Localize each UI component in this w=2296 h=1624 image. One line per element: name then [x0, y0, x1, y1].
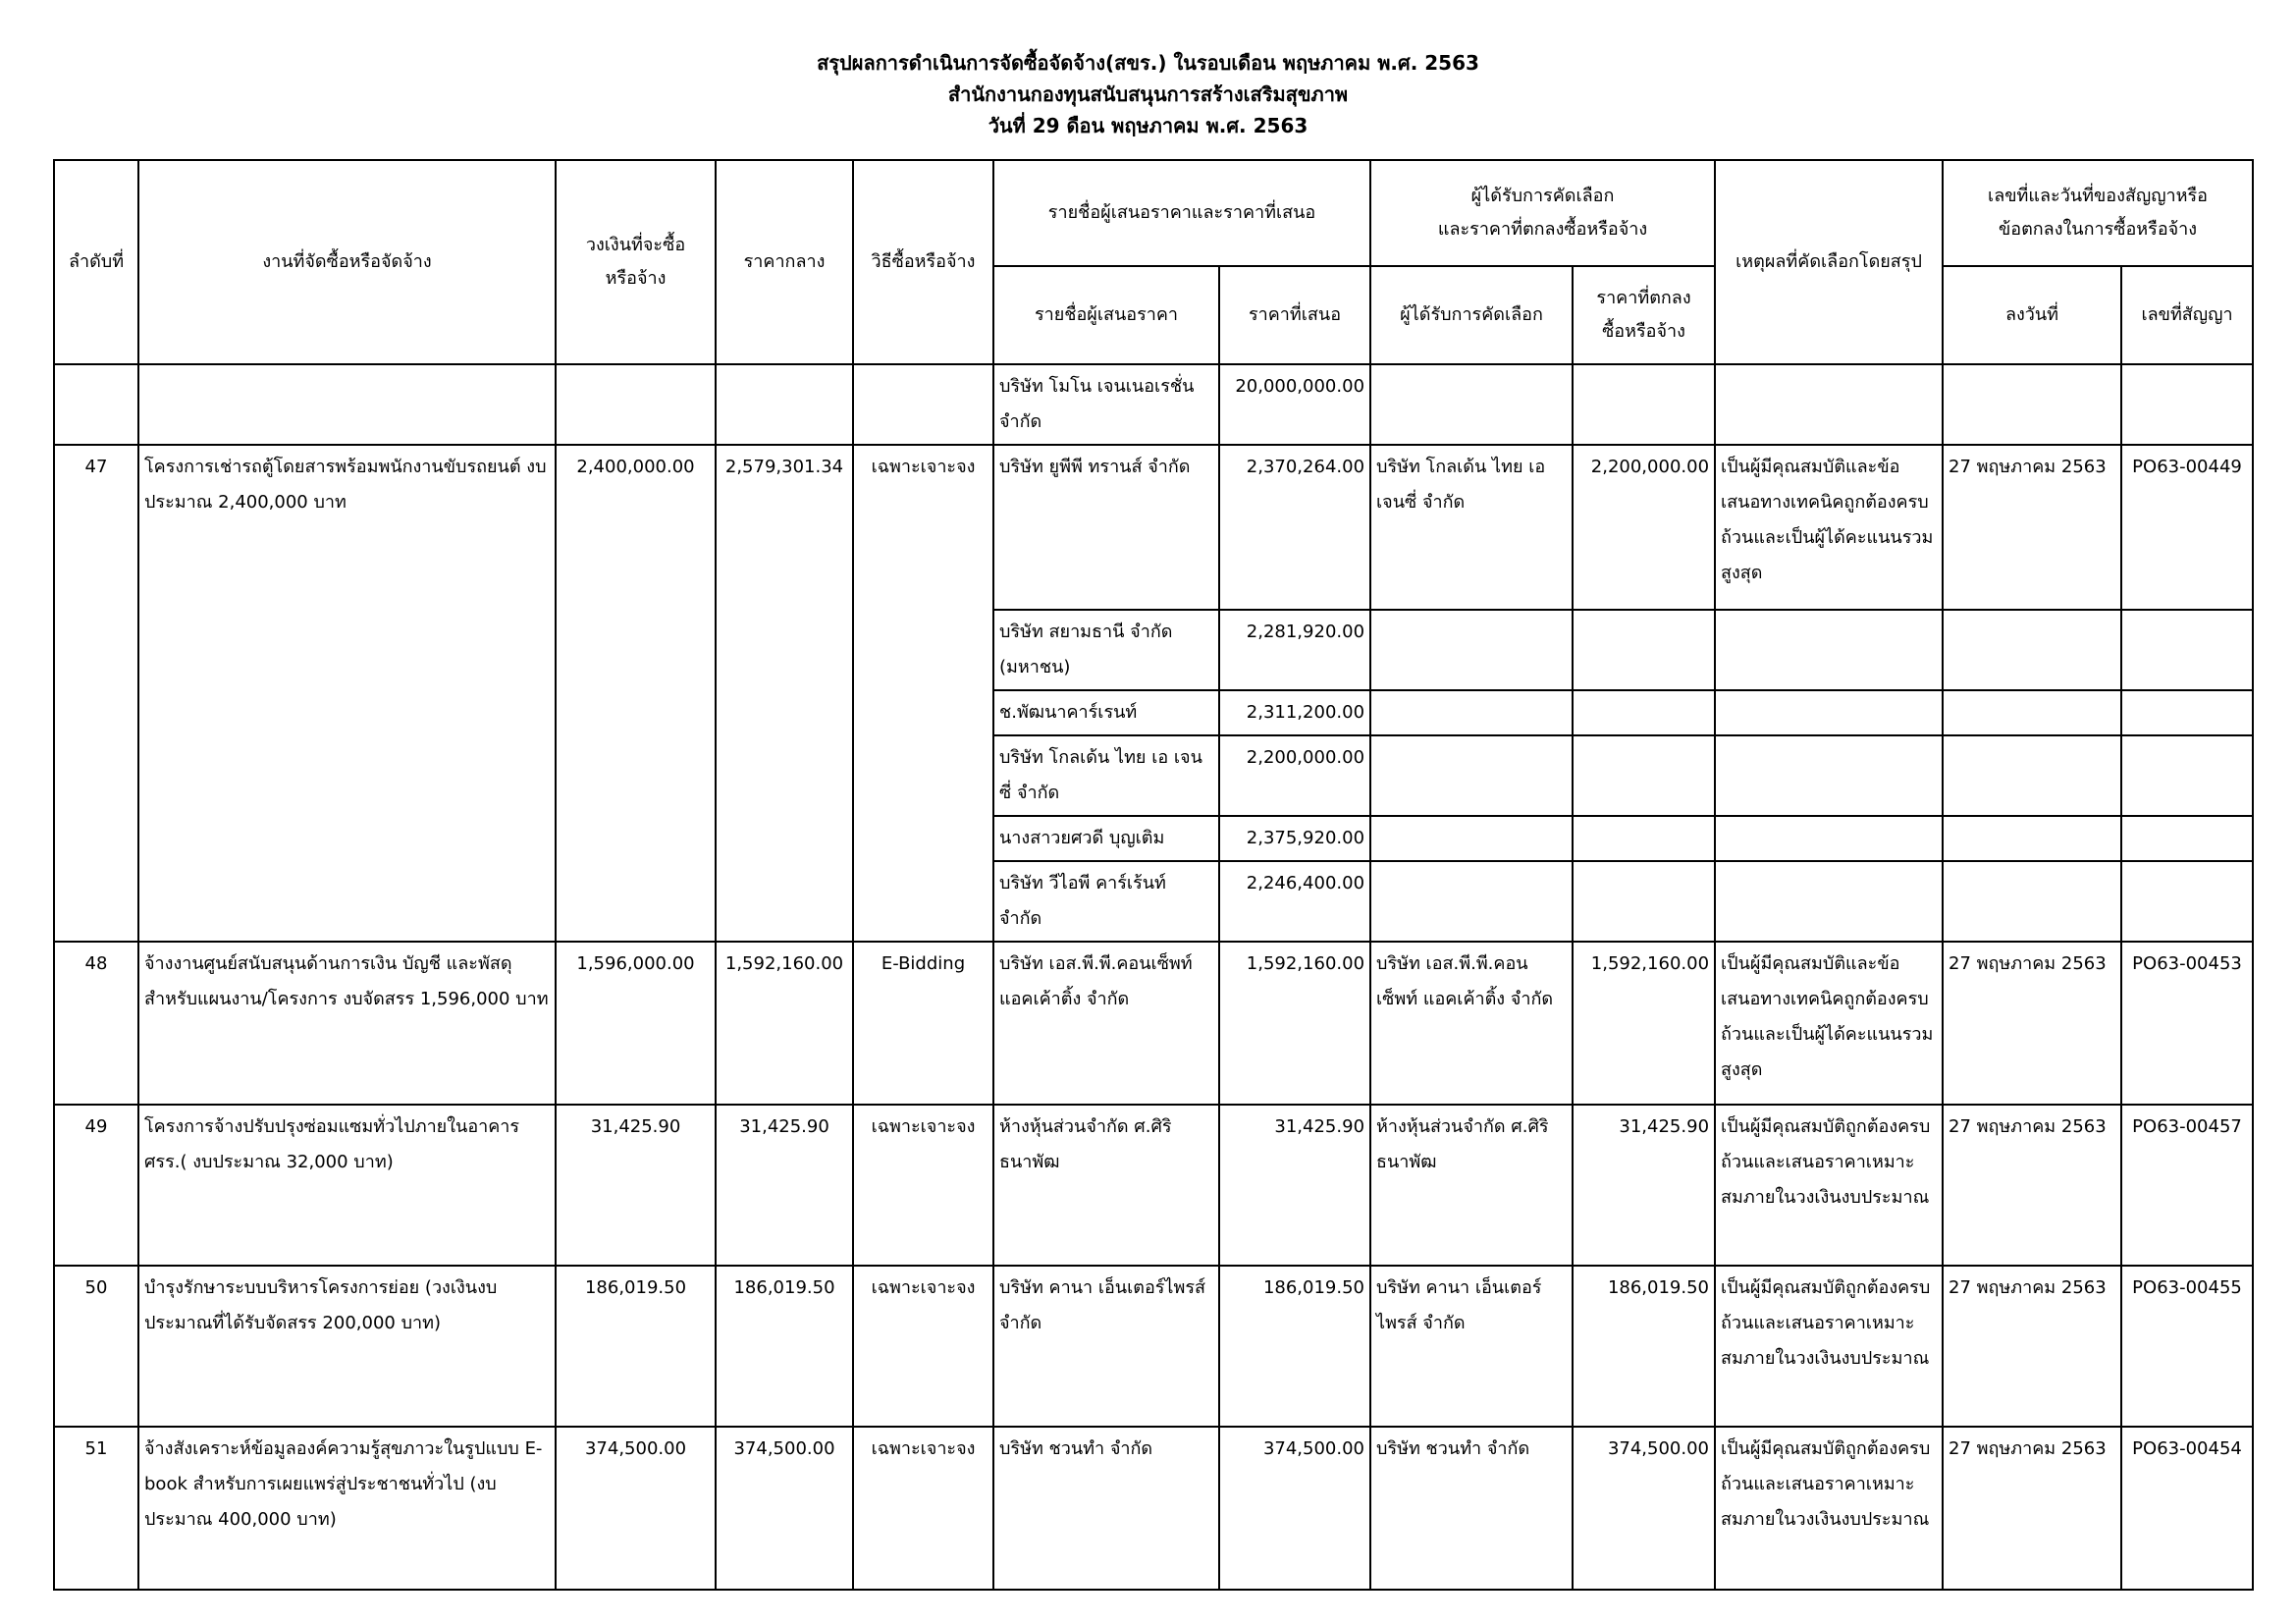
item-work: จ้างสังเคราะห์ข้อมูลองค์ความรู้สุขภาวะในรูปแบบ E-book สำหรับการเผยแพร่สู่ประชาชนทั่วไป (งบประมาณ 400,000 บาท) — [138, 1427, 556, 1590]
bid-price: 2,246,400.00 — [1219, 861, 1370, 942]
bid-price: 2,200,000.00 — [1219, 735, 1370, 816]
item-work: โครงการเช่ารถตู้โดยสารพร้อมพนักงานขับรถยนต์ งบประมาณ 2,400,000 บาท — [138, 445, 556, 942]
bid-price: 186,019.50 — [1219, 1266, 1370, 1427]
report-date: วันที่ 29 ดือน พฤษภาคม พ.ศ. 2563 — [988, 114, 1308, 137]
table-row — [54, 942, 2253, 1105]
header-no: ลำดับที่ — [54, 160, 138, 364]
bid-price: 2,375,920.00 — [1219, 816, 1370, 861]
bid-price: 31,425.90 — [1219, 1105, 1370, 1266]
item-median-price: 31,425.90 — [716, 1105, 853, 1266]
item-median-price: 186,019.50 — [716, 1266, 853, 1427]
item-no: 51 — [54, 1427, 138, 1590]
document-titles — [0, 47, 2296, 141]
item-method: เฉพาะเจาะจง — [853, 1266, 993, 1427]
selection-reason: เป็นผู้มีคุณสมบัติและข้อเสนอทางเทคนิคถูกต้องครบถ้วนและเป็นผู้ได้คะแนนรวมสูงสุด — [1715, 942, 1943, 1105]
agreed-price: 186,019.50 — [1573, 1266, 1715, 1427]
table-row — [54, 445, 2253, 610]
item-budget: 1,596,000.00 — [556, 942, 716, 1105]
contract-no: PO63-00449 — [2121, 445, 2253, 610]
bidder-name: บริษัท ชวนทำ จำกัด — [993, 1427, 1219, 1590]
contract-no: PO63-00455 — [2121, 1266, 2253, 1427]
bid-price: 374,500.00 — [1219, 1427, 1370, 1590]
header-bidder-name: รายชื่อผู้เสนอราคา — [993, 266, 1219, 364]
bidder-name: บริษัท โมโน เจนเนอเรชั่น จำกัด — [993, 364, 1219, 445]
header-agreed-price: ราคาที่ตกลง ซื้อหรือจ้าง — [1573, 266, 1715, 364]
bidder-name: นางสาวยศวดี บุญเติม — [993, 816, 1219, 861]
item-budget: 374,500.00 — [556, 1427, 716, 1590]
selection-reason: เป็นผู้มีคุณสมบัติถูกต้องครบถ้วนและเสนอราคาเหมาะสมภายในวงเงินงบประมาณ — [1715, 1427, 1943, 1590]
organization-name: สำนักงานกองทุนสนับสนุนการสร้างเสริมสุขภาพ — [947, 82, 1349, 106]
header-bid-price: ราคาที่เสนอ — [1219, 266, 1370, 364]
header-reason: เหตุผลที่คัดเลือกโดยสรุป — [1715, 160, 1943, 364]
item-median-price: 374,500.00 — [716, 1427, 853, 1590]
contract-date: 27 พฤษภาคม 2563 — [1943, 445, 2121, 610]
item-method: เฉพาะเจาะจง — [853, 445, 993, 942]
header-bidders-group: รายชื่อผู้เสนอราคาและราคาที่เสนอ — [993, 160, 1370, 266]
bidder-name: ห้างหุ้นส่วนจำกัด ศ.ศิริธนาพัฒ — [993, 1105, 1219, 1266]
winner-name: บริษัท ชวนทำ จำกัด — [1370, 1427, 1573, 1590]
item-method: E-Bidding — [853, 942, 993, 1105]
item-no: 47 — [54, 445, 138, 942]
contract-date: 27 พฤษภาคม 2563 — [1943, 1427, 2121, 1590]
header-winner-group: ผู้ได้รับการคัดเลือก และราคาที่ตกลงซื้อหรือจ้าง — [1370, 160, 1715, 266]
item-no: 48 — [54, 942, 138, 1105]
agreed-price: 2,200,000.00 — [1573, 445, 1715, 610]
winner-name: บริษัท คานา เอ็นเตอร์ไพรส์ จำกัด — [1370, 1266, 1573, 1427]
selection-reason: เป็นผู้มีคุณสมบัติถูกต้องครบถ้วนและเสนอราคาเหมาะสมภายในวงเงินงบประมาณ — [1715, 1105, 1943, 1266]
header-budget: วงเงินที่จะซื้อ หรือจ้าง — [556, 160, 716, 364]
bidder-name: บริษัท เอส.พี.พี.คอนเซ็พท์ แอคเค้าติ้ง จำกัด — [993, 942, 1219, 1105]
agreed-price: 31,425.90 — [1573, 1105, 1715, 1266]
contract-date: 27 พฤษภาคม 2563 — [1943, 1266, 2121, 1427]
bid-price: 2,370,264.00 — [1219, 445, 1370, 610]
item-work: โครงการจ้างปรับปรุงซ่อมแซมทั่วไปภายในอาคาร ศรร.( งบประมาณ 32,000 บาท) — [138, 1105, 556, 1266]
report-title: สรุปผลการดำเนินการจัดซื้อจัดจ้าง(สขร.) ในรอบเดือน พฤษภาคม พ.ศ. 2563 — [817, 51, 1479, 75]
item-no: 49 — [54, 1105, 138, 1266]
winner-name: บริษัท เอส.พี.พี.คอนเซ็พท์ แอคเค้าติ้ง จำกัด — [1370, 942, 1573, 1105]
bidder-name: บริษัท วีไอพี คาร์เร้นท์ จำกัด — [993, 861, 1219, 942]
contract-no: PO63-00457 — [2121, 1105, 2253, 1266]
winner-name: ห้างหุ้นส่วนจำกัด ศ.ศิริธนาพัฒ — [1370, 1105, 1573, 1266]
table-row — [54, 1427, 2253, 1590]
item-budget: 186,019.50 — [556, 1266, 716, 1427]
bid-price: 2,281,920.00 — [1219, 610, 1370, 690]
agreed-price: 374,500.00 — [1573, 1427, 1715, 1590]
procurement-table — [53, 159, 2254, 1591]
contract-date: 27 พฤษภาคม 2563 — [1943, 942, 2121, 1105]
selection-reason: เป็นผู้มีคุณสมบัติและข้อเสนอทางเทคนิคถูกต้องครบถ้วนและเป็นผู้ได้คะแนนรวมสูงสุด — [1715, 445, 1943, 610]
table-row — [54, 1266, 2253, 1427]
selection-reason: เป็นผู้มีคุณสมบัติถูกต้องครบถ้วนและเสนอราคาเหมาะสมภายในวงเงินงบประมาณ — [1715, 1266, 1943, 1427]
header-median-price: ราคากลาง — [716, 160, 853, 364]
item-no: 50 — [54, 1266, 138, 1427]
bidder-name: บริษัท คานา เอ็นเตอร์ไพรส์ จำกัด — [993, 1266, 1219, 1427]
item-work: บำรุงรักษาระบบบริหารโครงการย่อย (วงเงินงบประมาณที่ได้รับจัดสรร 200,000 บาท) — [138, 1266, 556, 1427]
agreed-price: 1,592,160.00 — [1573, 942, 1715, 1105]
item-method: เฉพาะเจาะจง — [853, 1427, 993, 1590]
header-method: วิธีซื้อหรือจ้าง — [853, 160, 993, 364]
header-work: งานที่จัดซื้อหรือจัดจ้าง — [138, 160, 556, 364]
item-budget: 31,425.90 — [556, 1105, 716, 1266]
bid-price: 2,311,200.00 — [1219, 690, 1370, 735]
item-budget: 2,400,000.00 — [556, 445, 716, 942]
bidder-name: ช.พัฒนาคาร์เรนท์ — [993, 690, 1219, 735]
contract-no: PO63-00453 — [2121, 942, 2253, 1105]
item-median-price: 2,579,301.34 — [716, 445, 853, 942]
header-contract-group: เลขที่และวันที่ของสัญญาหรือ ข้อตกลงในการซื้อหรือจ้าง — [1943, 160, 2253, 266]
contract-date: 27 พฤษภาคม 2563 — [1943, 1105, 2121, 1266]
item-work: จ้างงานศูนย์สนับสนุนด้านการเงิน บัญชี และพัสดุ สำหรับแผนงาน/โครงการ งบจัดสรร 1,596,000 บาท — [138, 942, 556, 1105]
table-row — [54, 1105, 2253, 1266]
item-method: เฉพาะเจาะจง — [853, 1105, 993, 1266]
winner-name: บริษัท โกลเด้น ไทย เอ เจนซี่ จำกัด — [1370, 445, 1573, 610]
bid-price: 20,000,000.00 — [1219, 364, 1370, 445]
bid-price: 1,592,160.00 — [1219, 942, 1370, 1105]
bidder-name: บริษัท โกลเด้น ไทย เอ เจนซี่ จำกัด — [993, 735, 1219, 816]
bidder-name: บริษัท ยูพีพี ทรานส์ จำกัด — [993, 445, 1219, 610]
item-median-price: 1,592,160.00 — [716, 942, 853, 1105]
bidder-name: บริษัท สยามธานี จำกัด (มหาชน) — [993, 610, 1219, 690]
contract-no: PO63-00454 — [2121, 1427, 2253, 1590]
header-contract-date: ลงวันที่ — [1943, 266, 2121, 364]
table-row — [54, 364, 2253, 445]
header-contract-no: เลขที่สัญญา — [2121, 266, 2253, 364]
header-winner-name: ผู้ได้รับการคัดเลือก — [1370, 266, 1573, 364]
